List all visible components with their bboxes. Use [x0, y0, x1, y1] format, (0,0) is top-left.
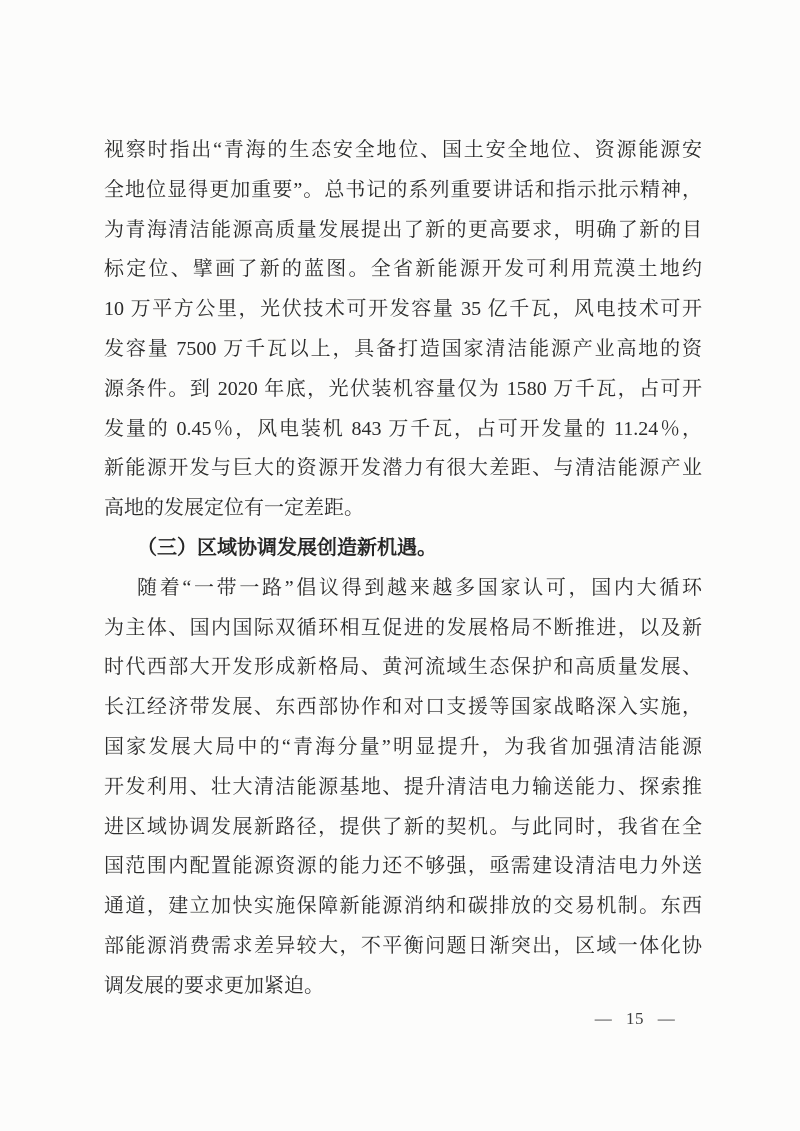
- text-line: 调发展的要求更加紧迫。: [104, 974, 324, 997]
- text-line: 通道，建立加快实施保障新能源消纳和碳排放的交易机制。东西: [104, 895, 702, 918]
- text-line: 标定位、擘画了新的蓝图。全省新能源开发可利用荒漠土地约: [104, 258, 702, 281]
- text-line: 发容量 7500 万千瓦以上，具备打造国家清洁能源产业高地的资: [104, 337, 702, 360]
- text-line: 视察时指出“青海的生态安全地位、国土安全地位、资源能源安: [104, 139, 702, 161]
- text-line: 全地位显得更加重要”。总书记的系列重要讲话和指示批示精神，: [104, 178, 702, 201]
- text-line: 随着“一带一路”倡议得到越来越多国家认可，国内大循环: [137, 576, 702, 599]
- page-number: — 15 —: [594, 1009, 676, 1028]
- document-body: [104, 131, 702, 1007]
- text-line: 国范围内配置能源资源的能力还不够强，亟需建设清洁电力外送: [104, 855, 702, 878]
- text-line: 部能源消费需求差异较大，不平衡问题日渐突出，区域一体化协: [104, 934, 702, 957]
- text-line: 为主体、国内国际双循环相互促进的发展格局不断推进，以及新: [104, 616, 702, 639]
- section-heading: （三）区域协调发展创造新机遇。: [137, 536, 437, 559]
- text-line: 新能源开发与巨大的资源开发潜力有很大差距、与清洁能源产业: [104, 457, 702, 480]
- text-line: 高地的发展定位有一定差距。: [104, 497, 364, 520]
- text-line: 国家发展大局中的“青海分量”明显提升，为我省加强清洁能源: [104, 735, 702, 758]
- text-line: 源条件。到 2020 年底，光伏装机容量仅为 1580 万千瓦，占可开: [104, 377, 702, 400]
- text-line: 长江经济带发展、东西部协作和对口支援等国家战略深入实施，: [104, 696, 702, 719]
- text-line: 为青海清洁能源高质量发展提出了新的更高要求，明确了新的目: [104, 218, 702, 241]
- text-line: 发量的 0.45％，风电装机 843 万千瓦，占可开发量的 11.24％，: [104, 417, 702, 440]
- text-line: 时代西部大开发形成新格局、黄河流域生态保护和高质量发展、: [104, 656, 702, 679]
- text-line: 开发利用、壮大清洁能源基地、提升清洁电力输送能力、探索推: [104, 775, 702, 798]
- text-line: 进区域协调发展新路径，提供了新的契机。与此同时，我省在全: [104, 815, 702, 838]
- text-line: 10 万平方公里，光伏技术可开发容量 35 亿千瓦，风电技术可开: [104, 298, 702, 321]
